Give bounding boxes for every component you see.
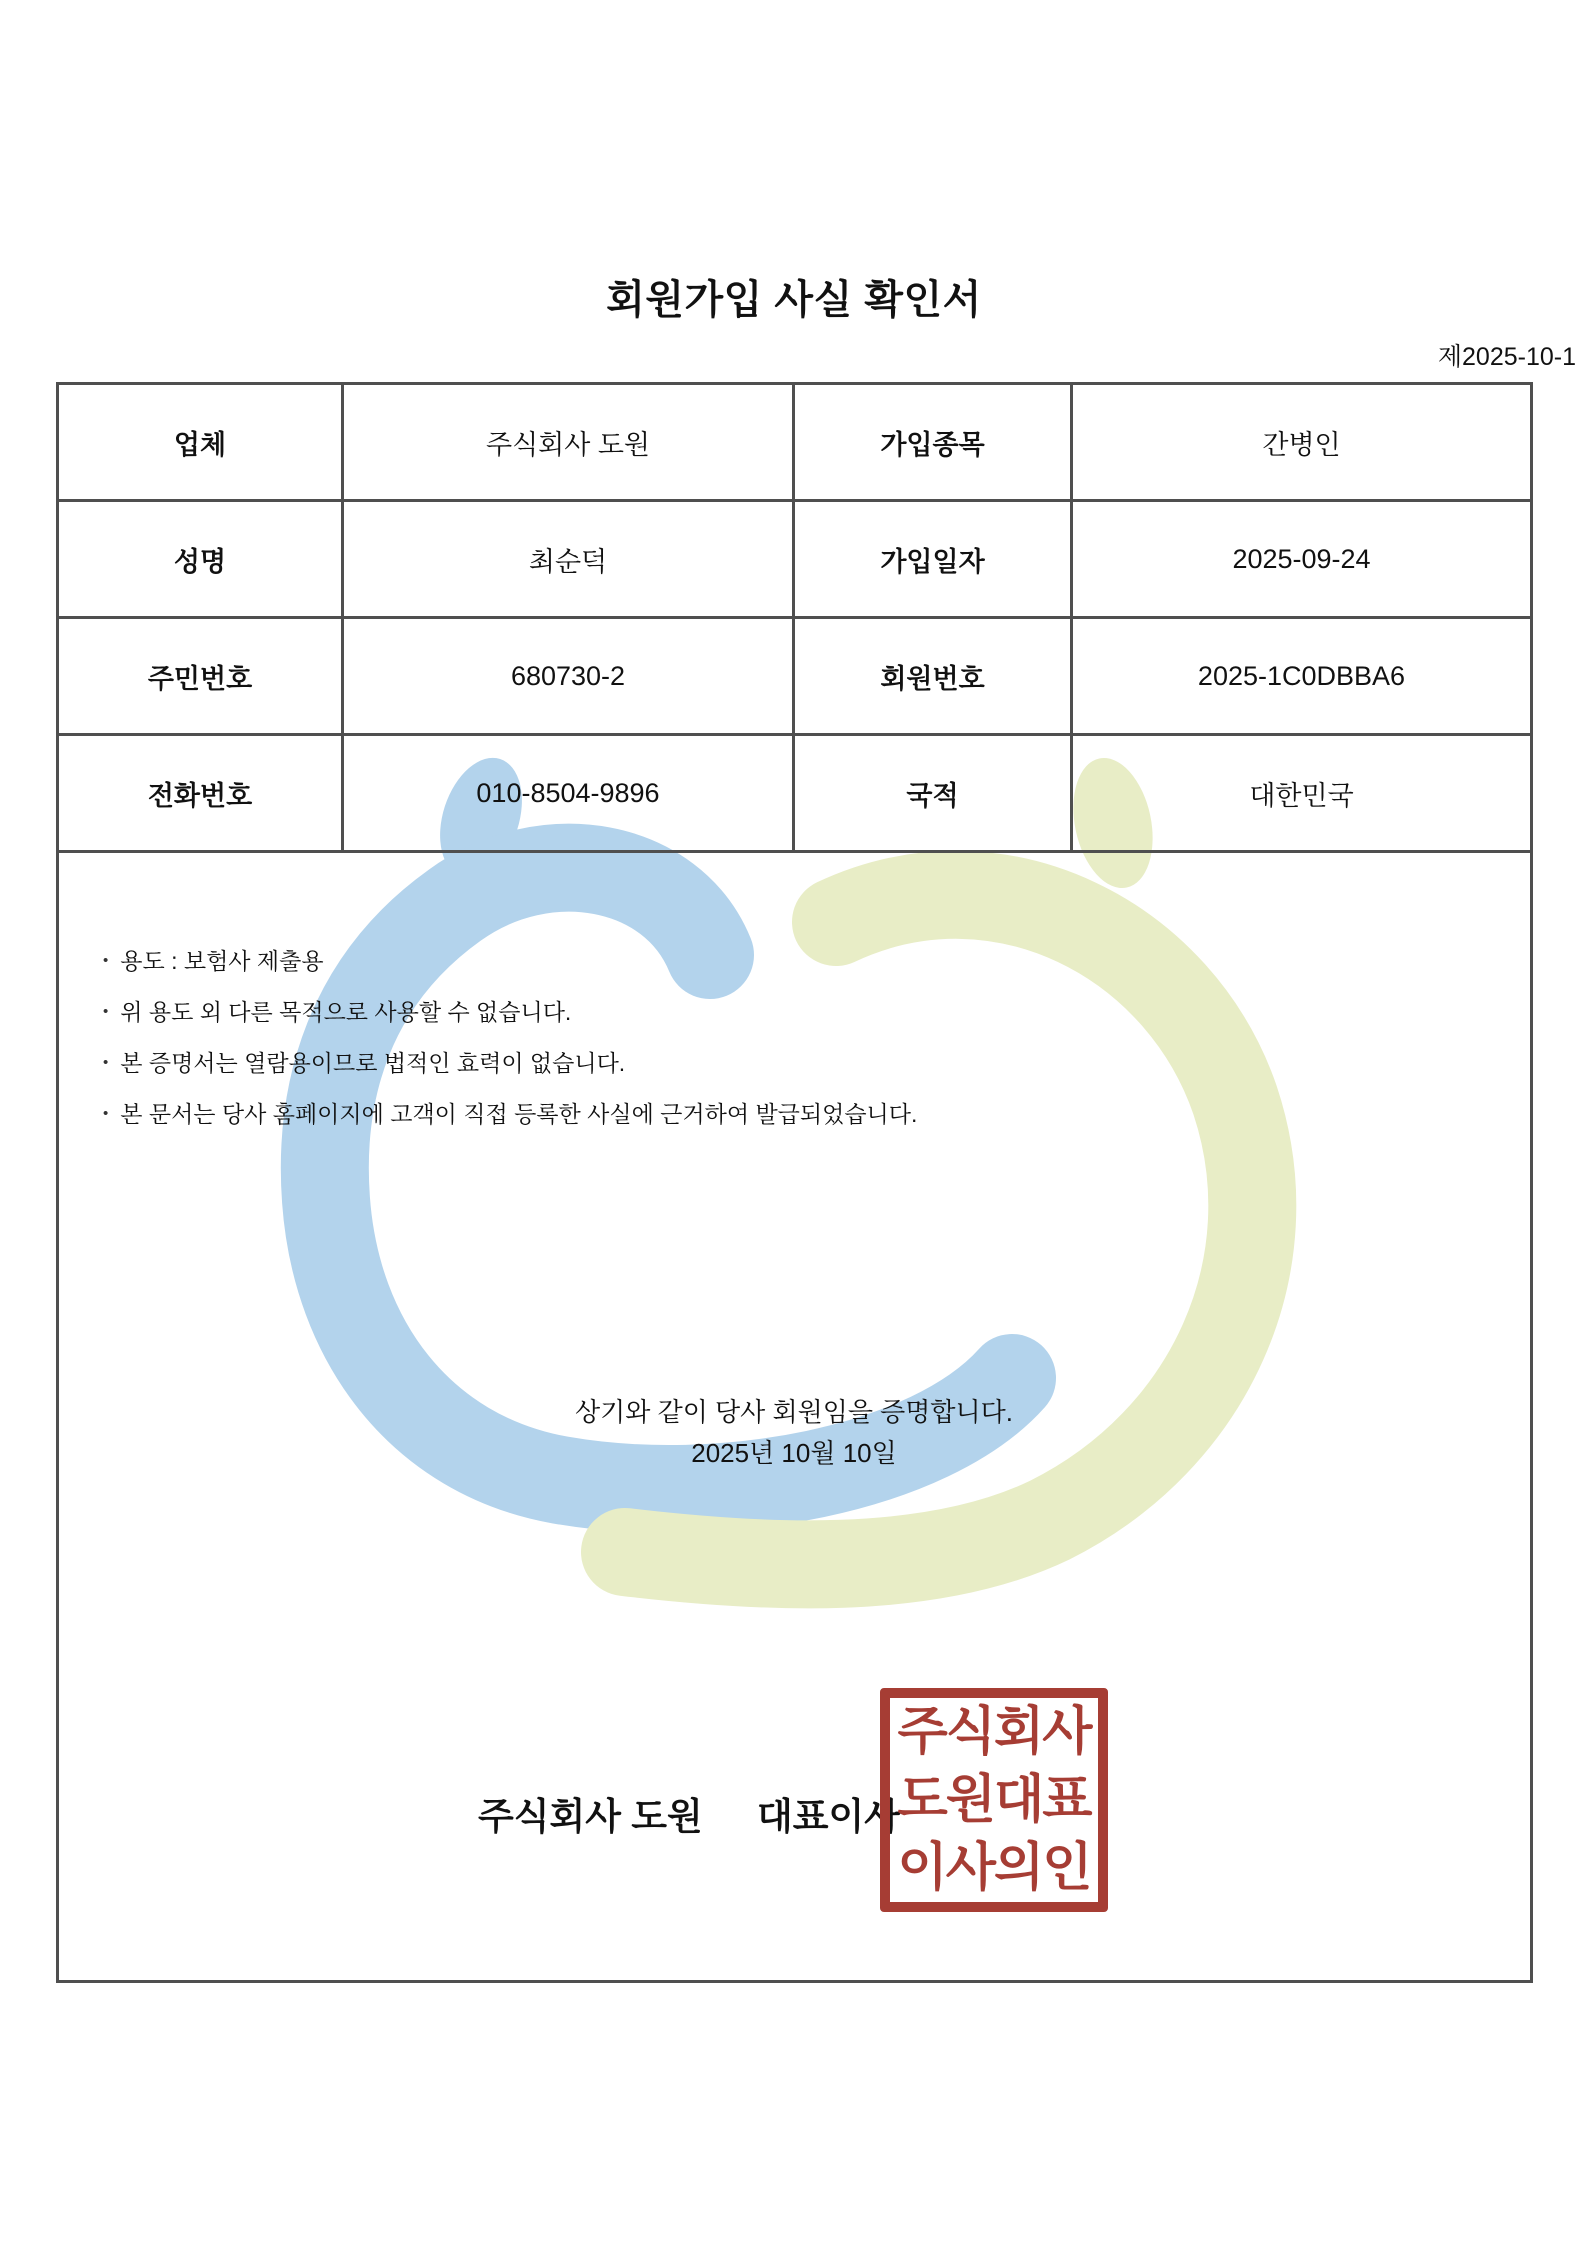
note-text: 본 증명서는 열람용이므로 법적인 효력이 없습니다. — [120, 1050, 626, 1076]
table-value-company: 주식회사 도원 — [344, 385, 795, 502]
table-label-member-number: 회원번호 — [795, 619, 1073, 736]
page-title: 회원가입 사실 확인서 — [606, 278, 982, 322]
document-number: 제2025-10-1 — [1437, 343, 1576, 371]
signature-company: 주식회사 도원 — [478, 1796, 703, 1837]
table-value-name: 최순덕 — [344, 502, 795, 619]
statement-date: 2025년 10월 10일 — [691, 1438, 897, 1468]
info-table — [59, 385, 1530, 853]
table-value-phone: 010-8504-9896 — [344, 736, 795, 853]
certification-statement — [0, 1392, 1588, 1474]
note-text: 본 문서는 당사 홈페이지에 고객이 직접 등록한 사실에 근거하여 발급되었습니다. — [120, 1101, 918, 1127]
signature-role: 대표이사 — [757, 1796, 900, 1837]
table-label-name: 성명 — [59, 502, 344, 619]
bullet-icon: • — [103, 952, 109, 969]
table-label-resident-id: 주민번호 — [59, 619, 344, 736]
notes-list — [59, 853, 1530, 1128]
certificate-frame — [56, 382, 1533, 1983]
table-label-join-category: 가입종목 — [795, 385, 1073, 502]
note-line-no-legal-effect — [103, 1049, 1530, 1077]
seal-text-row: 도원대표 — [897, 1771, 1091, 1829]
statement-line: 상기와 같이 당사 회원임을 증명합니다. — [575, 1397, 1013, 1427]
seal-text-row: 이사의인 — [897, 1839, 1091, 1897]
note-line-purpose — [103, 947, 1530, 975]
table-value-join-category: 간병인 — [1073, 385, 1530, 502]
corporate-seal-stamp — [880, 1688, 1108, 1912]
bullet-icon: • — [103, 1054, 109, 1071]
bullet-icon: • — [103, 1105, 109, 1122]
table-label-phone: 전화번호 — [59, 736, 344, 853]
table-value-nationality: 대한민국 — [1073, 736, 1530, 853]
note-line-issued-basis — [103, 1100, 1530, 1128]
signature-line — [478, 1786, 900, 1840]
table-label-nationality: 국적 — [795, 736, 1073, 853]
table-value-member-number: 2025-1C0DBBA6 — [1073, 619, 1530, 736]
note-text: 용도 : 보험사 제출용 — [120, 948, 324, 974]
table-value-join-date: 2025-09-24 — [1073, 502, 1530, 619]
seal-text-row: 주식회사 — [897, 1703, 1091, 1761]
table-label-company: 업체 — [59, 385, 344, 502]
table-value-resident-id: 680730-2 — [344, 619, 795, 736]
table-label-join-date: 가입일자 — [795, 502, 1073, 619]
note-line-usage-restriction — [103, 998, 1530, 1026]
bullet-icon: • — [103, 1003, 109, 1020]
note-text: 위 용도 외 다른 목적으로 사용할 수 없습니다. — [120, 999, 572, 1025]
